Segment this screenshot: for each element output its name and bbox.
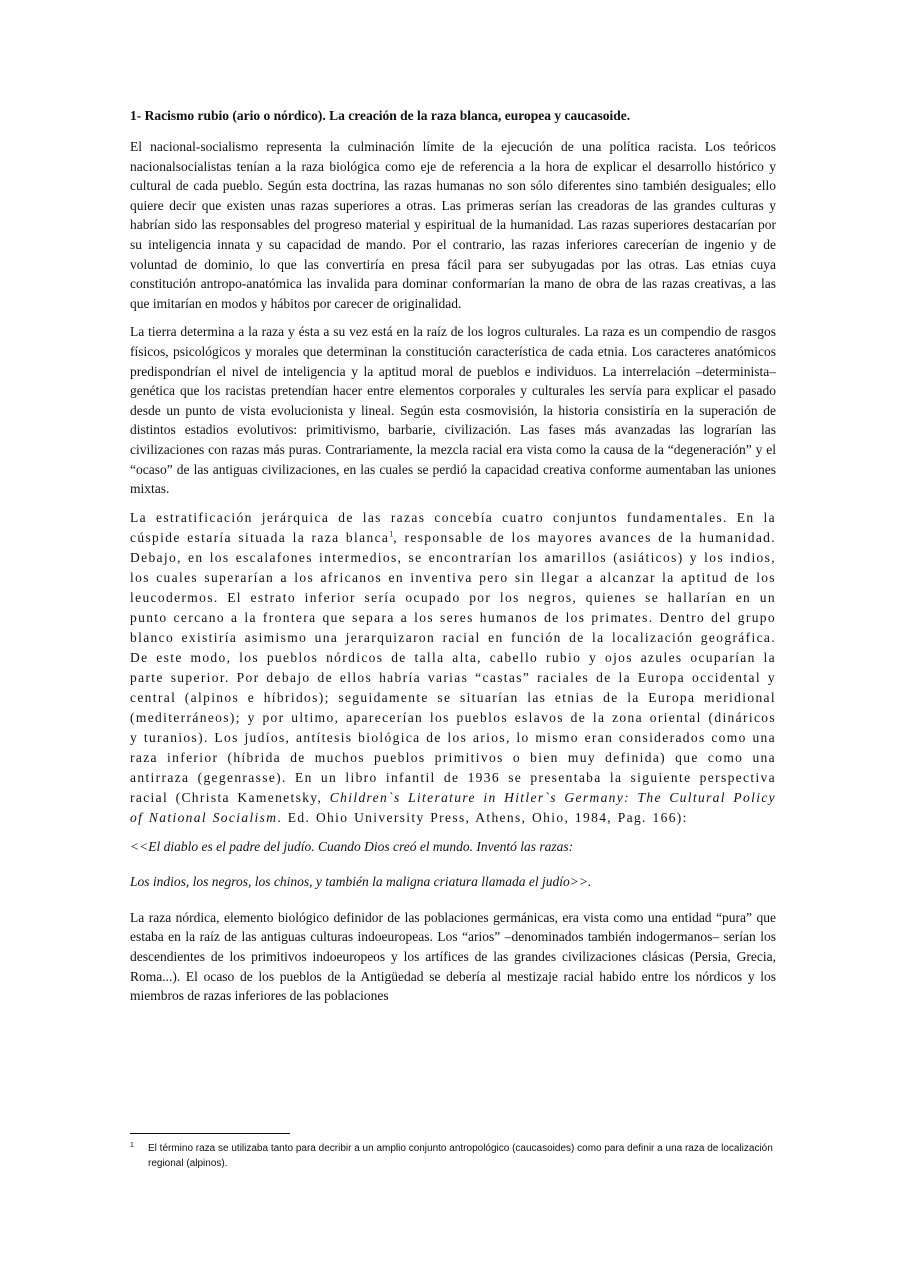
paragraph-1: El nacional-socialismo representa la culminación límite de la ejecución de una política racista. Los teóricos nacionalsocialistas tenían a la raza biológica como eje de referencia a la hora de explicar el desarrollo histórico y cultural de cada pueblo. Según esta doctrina, las razas humanas no son sólo diferentes sino también desiguales; ello quiere decir que existen unas razas superiores a otras. Las primeras serían las creadoras de las grandes culturas y habrían sido las responsables del progreso material y espiritual de la humanidad. Las razas superiores destacarían por su inteligencia innata y su capacidad de mando. Por el contrario, las razas inferiores carecerían de ingenio y de voluntad de dominio, lo que las convertiría en presa fácil para ser subyugadas por las otras. Las etnias cuya constitución antropo-anatómica las invalida para dominar conformarían la mano de obra de las razas creativas, a las que imitarían en modos y hábitos por carecer de originalidad. xyxy=(130,139,776,311)
paragraph-3-text-b: , responsable de los mayores avances de la humanidad. Debajo, en los escalafones intermedios, se encontrarían los amarillos (asiáticos) y los indios, los cuales superarían a los africanos en inventiva pero sin llegar a alcanzar la aptitud de los leucodermos. El estrato inferior sería ocupado por los negros, quienes se hallarían en un punto cercano a la frontera que separa a los seres humanos de los primates. Dentro del grupo blanco existiría asimismo una jerarquizaron racial en función de la localización geográfica. De este modo, los pueblos nórdicos de talla alta, cabello rubio y ojos azules ocuparían la parte superior. Por debajo de ellos habría varias “castas” raciales de la Europa occidental y central (alpinos e híbridos); seguidamente se situarían las etnias de la Europa meridional (mediterráneos); y por ultimo, aparecerían los pueblos eslavos de la zona oriental (dináricos y turanios). Los judíos, antítesis biológica de los arios, lo mismo eran considerados como una raza inferior (híbrida de muchos pueblos primitivos o bien muy definida) que como una antirraza (gegenrasse). En un libro infantil de 1936 se presentaba la siguiente perspectiva racial (Christa Kamenetsky, xyxy=(130,529,776,805)
footnote-text: El término raza se utilizaba tanto para decribir a un amplio conjunto antropológico (caucasoides) como para definir a una raza de localización regional (alpinos). xyxy=(148,1143,773,1169)
paragraph-3-text-c: . Ed. Ohio University Press, Athens, Ohio, 1984, Pag. 166): xyxy=(277,809,688,825)
paragraph-2: La tierra determina a la raza y ésta a su vez está en la raíz de los logros culturales. La raza es un compendio de rasgos físicos, psicológicos y morales que determinan la constitución característica de cada etnia. Los caracteres anatómicos predispondrían el nivel de inteligencia y la aptitud moral de pueblos e individuos. La interrelación –determinista– genética que los racistas pretendían hacer entre elementos corporales y culturales les servía para explicar el pasado desde un punto de vista evolucionista y lineal. Según esta cosmovisión, la historia consistiría en la superación de distintos estadios evolutivos: primitivismo, barbarie, civilización. Las fases más avanzadas las lograrían las civilizaciones con razas más puras. Contrariamente, la mezcla racial era vista como la causa de la “degeneración” y el “ocaso” de las antiguas civilizaciones, en las cuales se perdió la capacidad creativa conforme aumentaban las uniones mixtas. xyxy=(130,324,776,497)
paragraph-3-text-a: La estratificación jerárquica de las razas concebía cuatro conjuntos fundamentales. En la cúspide estaría situada la raza blanca xyxy=(130,509,776,545)
book-title: Children`s Literature in Hitler`s Germany: The Cultural Policy of National Socialism xyxy=(130,789,776,825)
document-body xyxy=(130,106,776,1015)
quote-line-1: <<El diablo es el padre del judío. Cuando Dios creó el mundo. Inventó las razas: xyxy=(130,838,574,854)
footnote-reference: 1 xyxy=(389,529,394,539)
quote-line-2: Los indios, los negros, los chinos, y también la maligna criatura llamada el judío>>. xyxy=(130,874,592,890)
paragraph-4: La raza nórdica, elemento biológico definidor de las poblaciones germánicas, era vista como una entidad “pura” que estaba en la raíz de las antiguas culturas indoeuropeas. Los “arios” –denominados también indogermanos– serían los descendientes de los primitivos indoeuropeos y los artífices de las grandes civilizaciones clásicas (Persia, Grecia, Roma...). El ocaso de los pueblos de la Antigüedad se debería al mestizaje racial habido entre los nórdicos y los miembros de razas inferiores de las poblaciones xyxy=(130,909,776,1004)
section-title: 1- Racismo rubio (ario o nórdico). La creación de la raza blanca, europea y caucasoide. xyxy=(130,108,631,123)
footnote xyxy=(130,1141,776,1171)
paragraph-3 xyxy=(130,508,776,828)
footnote-divider xyxy=(130,1133,290,1134)
footnote-number: 1 xyxy=(130,1142,134,1149)
